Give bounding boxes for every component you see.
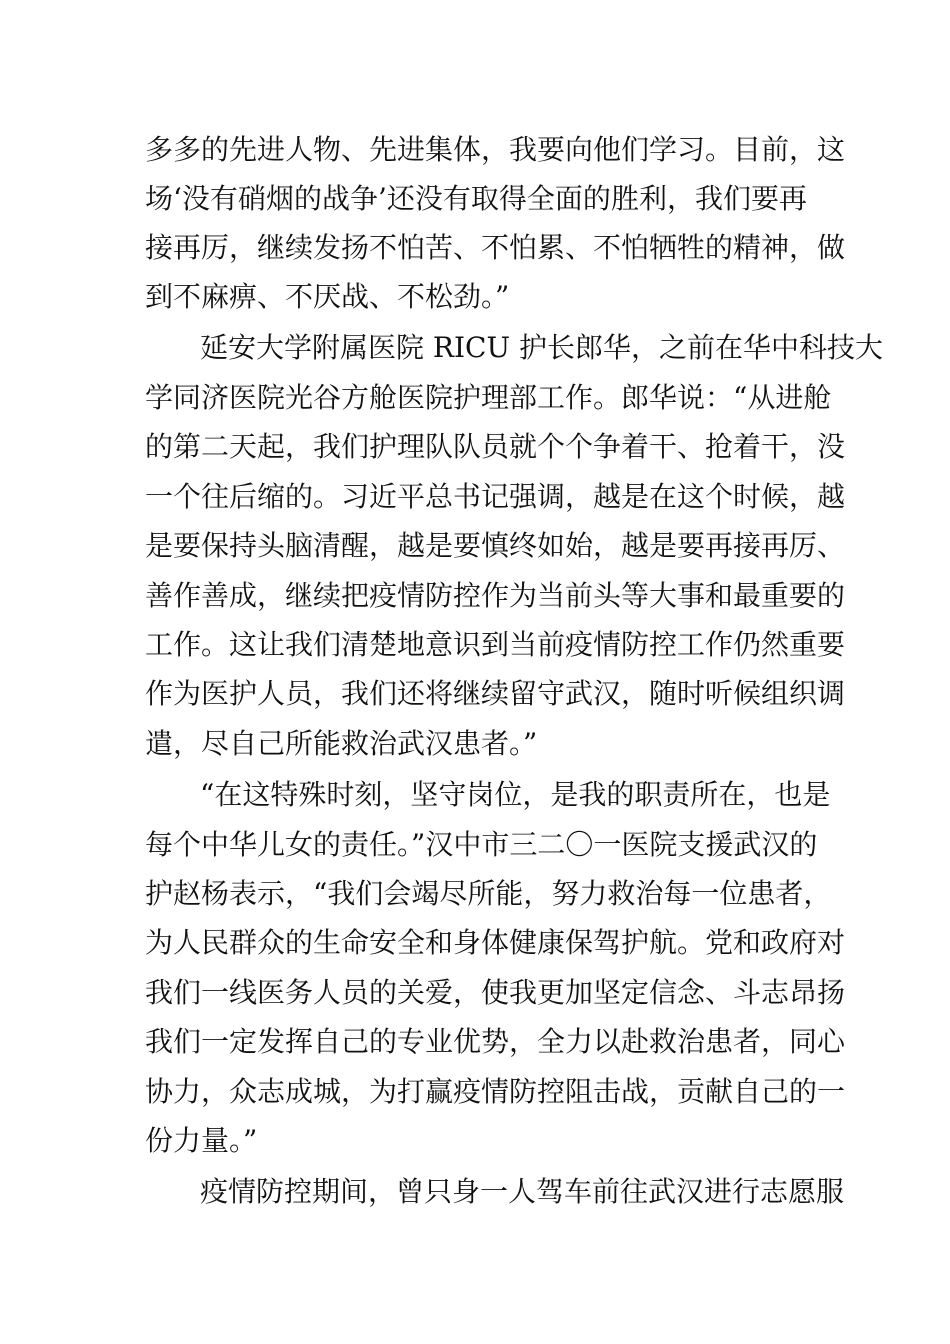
paragraph-first-line: 疫情防控期间，曾只身一人驾车前往武汉进行志愿服 [200, 1175, 845, 1208]
text-line: 一个往后缩的。习近平总书记强调，越是在这个时候，越 [145, 480, 846, 513]
text-line: 工作。这让我们清楚地意识到当前疫情防控工作仍然重要 [145, 628, 846, 661]
text-line: 协力，众志成城，为打赢疫情防控阻击战，贡献自己的一 [145, 1075, 846, 1108]
text-line: 作为医护人员，我们还将继续留守武汉，随时听候组织调 [145, 677, 846, 710]
text-line: 份力量。” [145, 1124, 258, 1157]
text-line: 场‘没有硝烟的战争’还没有取得全面的胜利，我们要再 [145, 182, 807, 215]
text-line: 护赵杨表示，“我们会竭尽所能，努力救治每一位患者， [145, 877, 832, 910]
text-line: 是要保持头脑清醒，越是要慎终如始，越是要再接再厉、 [145, 529, 846, 562]
text-line: 为人民群众的生命安全和身体健康保驾护航。党和政府对 [145, 926, 846, 959]
text-line: 遣，尽自己所能救治武汉患者。” [145, 727, 538, 760]
paragraph-first-line: “在这特殊时刻，坚守岗位，是我的职责所在，也是 [200, 778, 831, 811]
text-line: 我们一定发挥自己的专业优势，全力以赴救治患者，同心 [145, 1025, 846, 1058]
text-line: 的第二天起，我们护理队队员就个个争着干、抢着干，没 [145, 430, 846, 463]
paragraph-first-line: 延安大学附属医院 RICU 护长郎华，之前在华中科技大 [200, 331, 883, 364]
text-line: 每个中华儿女的责任。”汉中市三二〇一医院支援武汉的 [145, 828, 818, 861]
text-line: 我们一线医务人员的关爱，使我更加坚定信念、斗志昂扬 [145, 976, 846, 1009]
text-line: 接再厉，继续发扬不怕苦、不怕累、不怕牺牲的精神，做 [145, 231, 846, 264]
text-line: 多多的先进人物、先进集体，我要向他们学习。目前，这 [145, 133, 846, 166]
text-line: 到不麻痹、不厌战、不松劲。” [145, 280, 510, 313]
text-line: 善作善成，继续把疫情防控作为当前头等大事和最重要的 [145, 579, 846, 612]
text-line: 学同济医院光谷方舱医院护理部工作。郎华说：“从进舱 [145, 381, 832, 414]
